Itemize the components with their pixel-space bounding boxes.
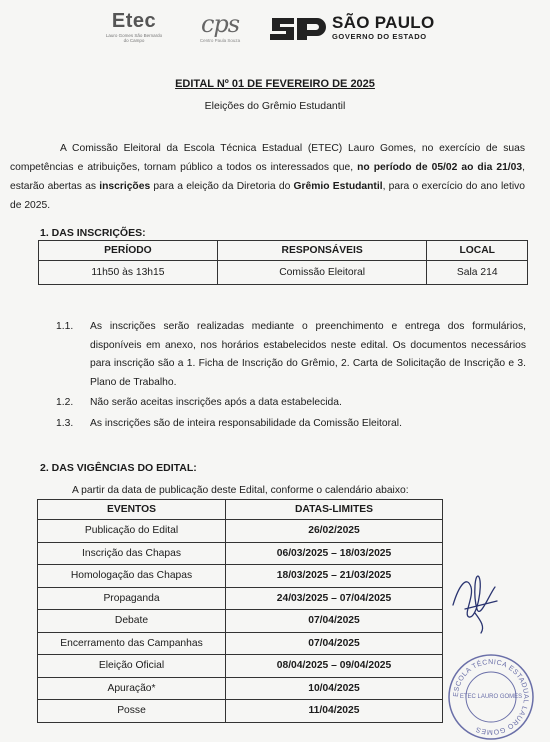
list-item (56, 415, 526, 434)
document-subtitle: Eleições do Grêmio Estudantil (204, 100, 346, 112)
list-item (56, 318, 526, 392)
sp-logo-name: SÃO PAULO (332, 13, 435, 32)
section-1-items (56, 318, 526, 435)
intro-text-4: , para o exercício do ano letivo de 2025. (10, 181, 525, 211)
date-cell: 10/04/2025 (226, 677, 443, 700)
item-number: 1.3. (56, 417, 74, 429)
event-cell: Inscrição das Chapas (38, 542, 226, 565)
date-cell: 11/04/2025 (226, 700, 443, 723)
table-cell: 11h50 às 13h15 (39, 261, 218, 285)
date-cell: 26/02/2025 (226, 520, 443, 543)
table-header: LOCAL (427, 241, 528, 261)
table-header-row (39, 241, 528, 261)
etec-logo-subtitle: Lauro Gomes São Bernardo do Campo (105, 33, 163, 43)
section-2-heading: 2. DAS VIGÊNCIAS DO EDITAL: (40, 462, 197, 474)
date-cell: 06/03/2025 – 18/03/2025 (226, 542, 443, 565)
table-header: RESPONSÁVEIS (217, 241, 427, 261)
date-cell: 07/04/2025 (226, 610, 443, 633)
item-text: Não serão aceitas inscrições após a data estabelecida. (90, 397, 342, 408)
date-cell: 08/04/2025 – 09/04/2025 (226, 655, 443, 678)
etec-logo-name: Etec (111, 10, 157, 32)
date-cell: 24/03/2025 – 07/04/2025 (226, 587, 443, 610)
cps-logo (190, 10, 250, 43)
intro-gremio: Grêmio Estudantil (293, 181, 383, 192)
table-header: DATAS-LIMITES (226, 500, 443, 520)
intro-text-2: , estarão abertas as (10, 162, 525, 192)
table-row (38, 632, 443, 655)
intro-period: no período de 05/02 ao dia 21/03 (357, 162, 523, 173)
intro-paragraph (10, 139, 525, 215)
table-row (38, 700, 443, 723)
item-number: 1.2. (56, 397, 74, 408)
table-row (38, 587, 443, 610)
table-row (38, 565, 443, 588)
table-row (38, 677, 443, 700)
document-title (0, 78, 550, 90)
intro-inscricoes: inscrições (99, 181, 151, 192)
table-row (38, 655, 443, 678)
date-cell: 07/04/2025 (226, 632, 443, 655)
calendar-table (37, 499, 443, 723)
item-text: As inscrições são de inteira responsabilidade da Comissão Eleitoral. (90, 417, 402, 429)
registration-table (38, 240, 528, 285)
event-cell: Encerramento das Campanhas (38, 632, 226, 655)
document-title-text: EDITAL Nº 01 DE FEVEREIRO DE 2025 (175, 78, 375, 90)
event-cell: Eleição Oficial (38, 655, 226, 678)
table-header: EVENTOS (38, 500, 226, 520)
table-header: PERÍODO (39, 241, 218, 261)
cps-logo-subtitle: Centro Paula Souza (199, 38, 241, 43)
stamp-center-text: ETEC LAURO GOMES (459, 694, 523, 700)
event-cell: Posse (38, 700, 226, 723)
event-cell: Publicação do Edital (38, 520, 226, 543)
event-cell: Homologação das Chapas (38, 565, 226, 588)
signature-icon (445, 565, 505, 635)
event-cell: Debate (38, 610, 226, 633)
sp-government-logo (270, 13, 435, 47)
etec-logo (104, 10, 164, 43)
cps-logo-name: cps (200, 10, 240, 38)
item-text: As inscrições serão realizadas mediante o preenchimento e entrega dos formulários, disponíveis em anexo, nos horários estabelecidos neste edital. Os documentos necessários para inscrição são a 1. Ficha de Inscrição do Grêmio, 2. Carta de Solicitação de Inscrição e 3. Plano de Trabalho. (90, 321, 526, 388)
table-cell: Comissão Eleitoral (217, 261, 427, 285)
table-row (38, 610, 443, 633)
sp-mark-icon (270, 14, 328, 42)
date-cell: 18/03/2025 – 21/03/2025 (226, 565, 443, 588)
event-cell: Apuração* (38, 677, 226, 700)
table-row (38, 542, 443, 565)
event-cell: Propaganda (38, 587, 226, 610)
sp-logo-subtitle: GOVERNO DO ESTADO (332, 32, 427, 41)
intro-text-3: para a eleição da Diretoria do (150, 181, 294, 192)
table-row (38, 520, 443, 543)
list-item (56, 394, 526, 413)
table-cell: Sala 214 (427, 261, 528, 285)
intro-text-1: A Comissão Eleitoral da Escola Técnica Estadual (ETEC) Lauro Gomes, no exercício de suas competências e atribuições, tornam público a todos os interessados que, (10, 143, 525, 173)
table-header-row (38, 500, 443, 520)
calendar-intro: A partir da data de publicação deste Edital, conforme o calendário abaixo: (72, 485, 409, 496)
item-number: 1.1. (56, 321, 74, 332)
table-row (39, 261, 528, 285)
school-stamp-icon (446, 652, 536, 742)
section-1-heading: 1. DAS INSCRIÇÕES: (40, 227, 146, 239)
stamp-ring-text: ESCOLA TÉCNICA ESTADUAL LAURO GOMES (452, 658, 530, 736)
